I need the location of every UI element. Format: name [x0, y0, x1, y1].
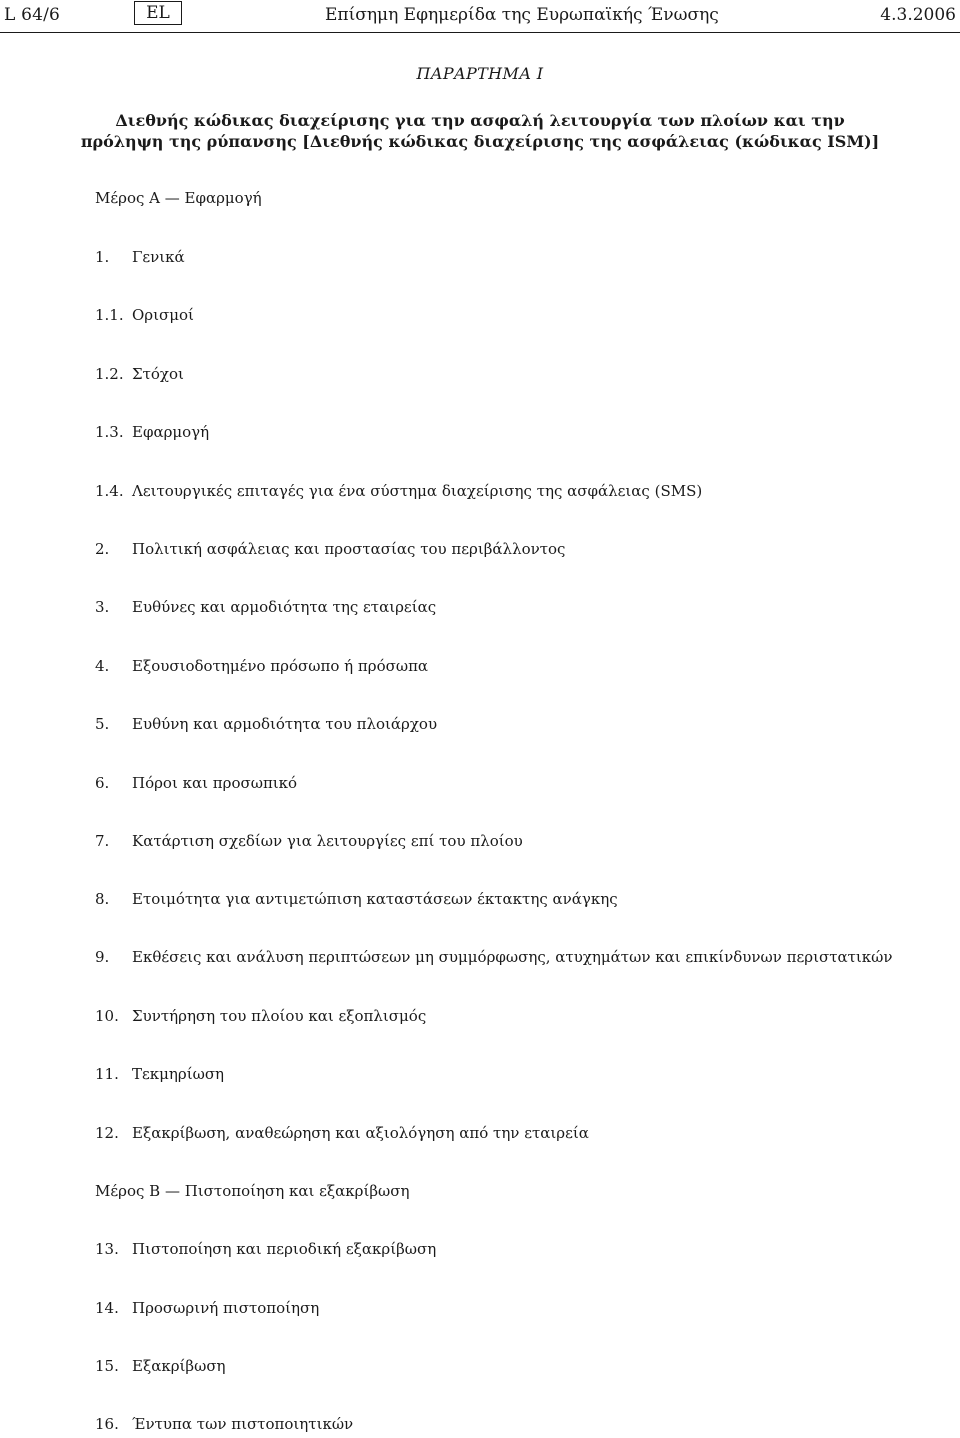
annex-label: ΠΑΡΑΡΤΗΜΑ I — [416, 64, 544, 83]
toc-item-text: Κατάρτιση σχεδίων για λειτουργίες επί του πλοίου — [132, 832, 523, 850]
toc-item-number: 16. — [95, 1415, 119, 1433]
toc-item-text: Εφαρμογή — [132, 423, 210, 441]
toc-item-number: 9. — [95, 948, 110, 966]
toc-item-number: 15. — [95, 1357, 119, 1375]
toc-item — [95, 1415, 353, 1433]
toc-item — [95, 1007, 426, 1025]
toc-item-number: 4. — [95, 657, 110, 675]
toc-item-text: Λειτουργικές επιταγές για ένα σύστημα διαχείρισης της ασφάλειας (SMS) — [132, 482, 703, 500]
toc-item-number: 14. — [95, 1299, 119, 1317]
toc-item — [95, 248, 185, 266]
toc-item-text: Γενικά — [132, 248, 185, 266]
toc-item-number: 7. — [95, 832, 110, 850]
toc-item — [95, 715, 437, 733]
toc-item-text: Εξακρίβωση, αναθεώρηση και αξιολόγηση από την εταιρεία — [132, 1124, 589, 1142]
toc-item-number: 1.2. — [95, 365, 124, 383]
toc-item-number: 12. — [95, 1124, 119, 1142]
toc-item — [95, 1299, 319, 1317]
toc-item-text: Στόχοι — [132, 365, 184, 383]
toc-item — [95, 365, 184, 383]
toc-item-text: Πόροι και προσωπικό — [132, 774, 298, 792]
toc-item — [95, 948, 893, 966]
toc-item-number: 1.4. — [95, 482, 124, 500]
toc-item — [95, 306, 194, 324]
toc-item-text: Τεκμηρίωση — [132, 1065, 225, 1083]
toc-item — [95, 1240, 436, 1258]
toc-item — [95, 1357, 226, 1375]
toc-item — [95, 598, 436, 616]
toc-item — [95, 423, 209, 441]
toc-item — [95, 657, 428, 675]
toc-item-text: Συντήρηση του πλοίου και εξοπλισμός — [132, 1007, 427, 1025]
toc-item-text: Πιστοποίηση και περιοδική εξακρίβωση — [132, 1240, 437, 1258]
page-reference: L 64/6 — [4, 5, 61, 25]
language-box: EL — [134, 1, 182, 25]
toc-item-text: Εξουσιοδοτημένο πρόσωπο ή πρόσωπα — [132, 657, 429, 675]
part-b-heading: Μέρος Β — Πιστοποίηση και εξακρίβωση — [95, 1182, 410, 1200]
toc-item-number: 5. — [95, 715, 110, 733]
toc-item-text: Ετοιμότητα για αντιμετώπιση καταστάσεων έκτακτης ανάγκης — [132, 890, 618, 908]
toc-item-number: 1.1. — [95, 306, 124, 324]
toc-item-number: 1.3. — [95, 423, 124, 441]
toc-item-number: 6. — [95, 774, 110, 792]
publication-date: 4.3.2006 — [880, 5, 956, 25]
toc-item-number: 10. — [95, 1007, 119, 1025]
toc-item-text: Εκθέσεις και ανάλυση περιπτώσεων μη συμμόρφωσης, ατυχημάτων και επικίνδυνων περιστατικών — [132, 948, 893, 966]
journal-title: Επίσημη Εφημερίδα της Ευρωπαϊκής Ένωσης — [325, 5, 719, 25]
toc-item-number: 8. — [95, 890, 110, 908]
toc-item-number: 11. — [95, 1065, 119, 1083]
part-a-heading: Μέρος Α — Εφαρμογή — [95, 189, 262, 207]
toc-item — [95, 774, 297, 792]
toc-item-text: Εξακρίβωση — [132, 1357, 226, 1375]
toc-item-text: Ευθύνη και αρμοδιότητα του πλοιάρχου — [132, 715, 438, 733]
toc-item-text: Πολιτική ασφάλειας και προστασίας του περιβάλλοντος — [132, 540, 566, 558]
toc-item-text: Ορισμοί — [132, 306, 194, 324]
toc-item-number: 1. — [95, 248, 110, 266]
toc-item — [95, 1124, 589, 1142]
toc-item — [95, 540, 565, 558]
toc-item-number: 2. — [95, 540, 110, 558]
toc-item — [95, 832, 523, 850]
toc-item — [95, 1065, 224, 1083]
toc-item-text: Έντυπα των πιστοποιητικών — [132, 1415, 354, 1433]
toc-item-text: Προσωρινή πιστοποίηση — [132, 1299, 320, 1317]
header-rule — [0, 32, 960, 33]
toc-item-number: 13. — [95, 1240, 119, 1258]
toc-item — [95, 482, 702, 500]
toc-item-text: Ευθύνες και αρμοδιότητα της εταιρείας — [132, 598, 437, 616]
document-title: Διεθνής κώδικας διαχείρισης για την ασφαλή λειτουργία των πλοίων και την πρόληψη της ρύπανσης [Διεθνής κώδικας διαχείρισης της ασφάλειας (κώδικας ISM)] — [80, 111, 880, 151]
page-header — [0, 0, 960, 32]
toc-item-number: 3. — [95, 598, 110, 616]
toc-item — [95, 890, 618, 908]
